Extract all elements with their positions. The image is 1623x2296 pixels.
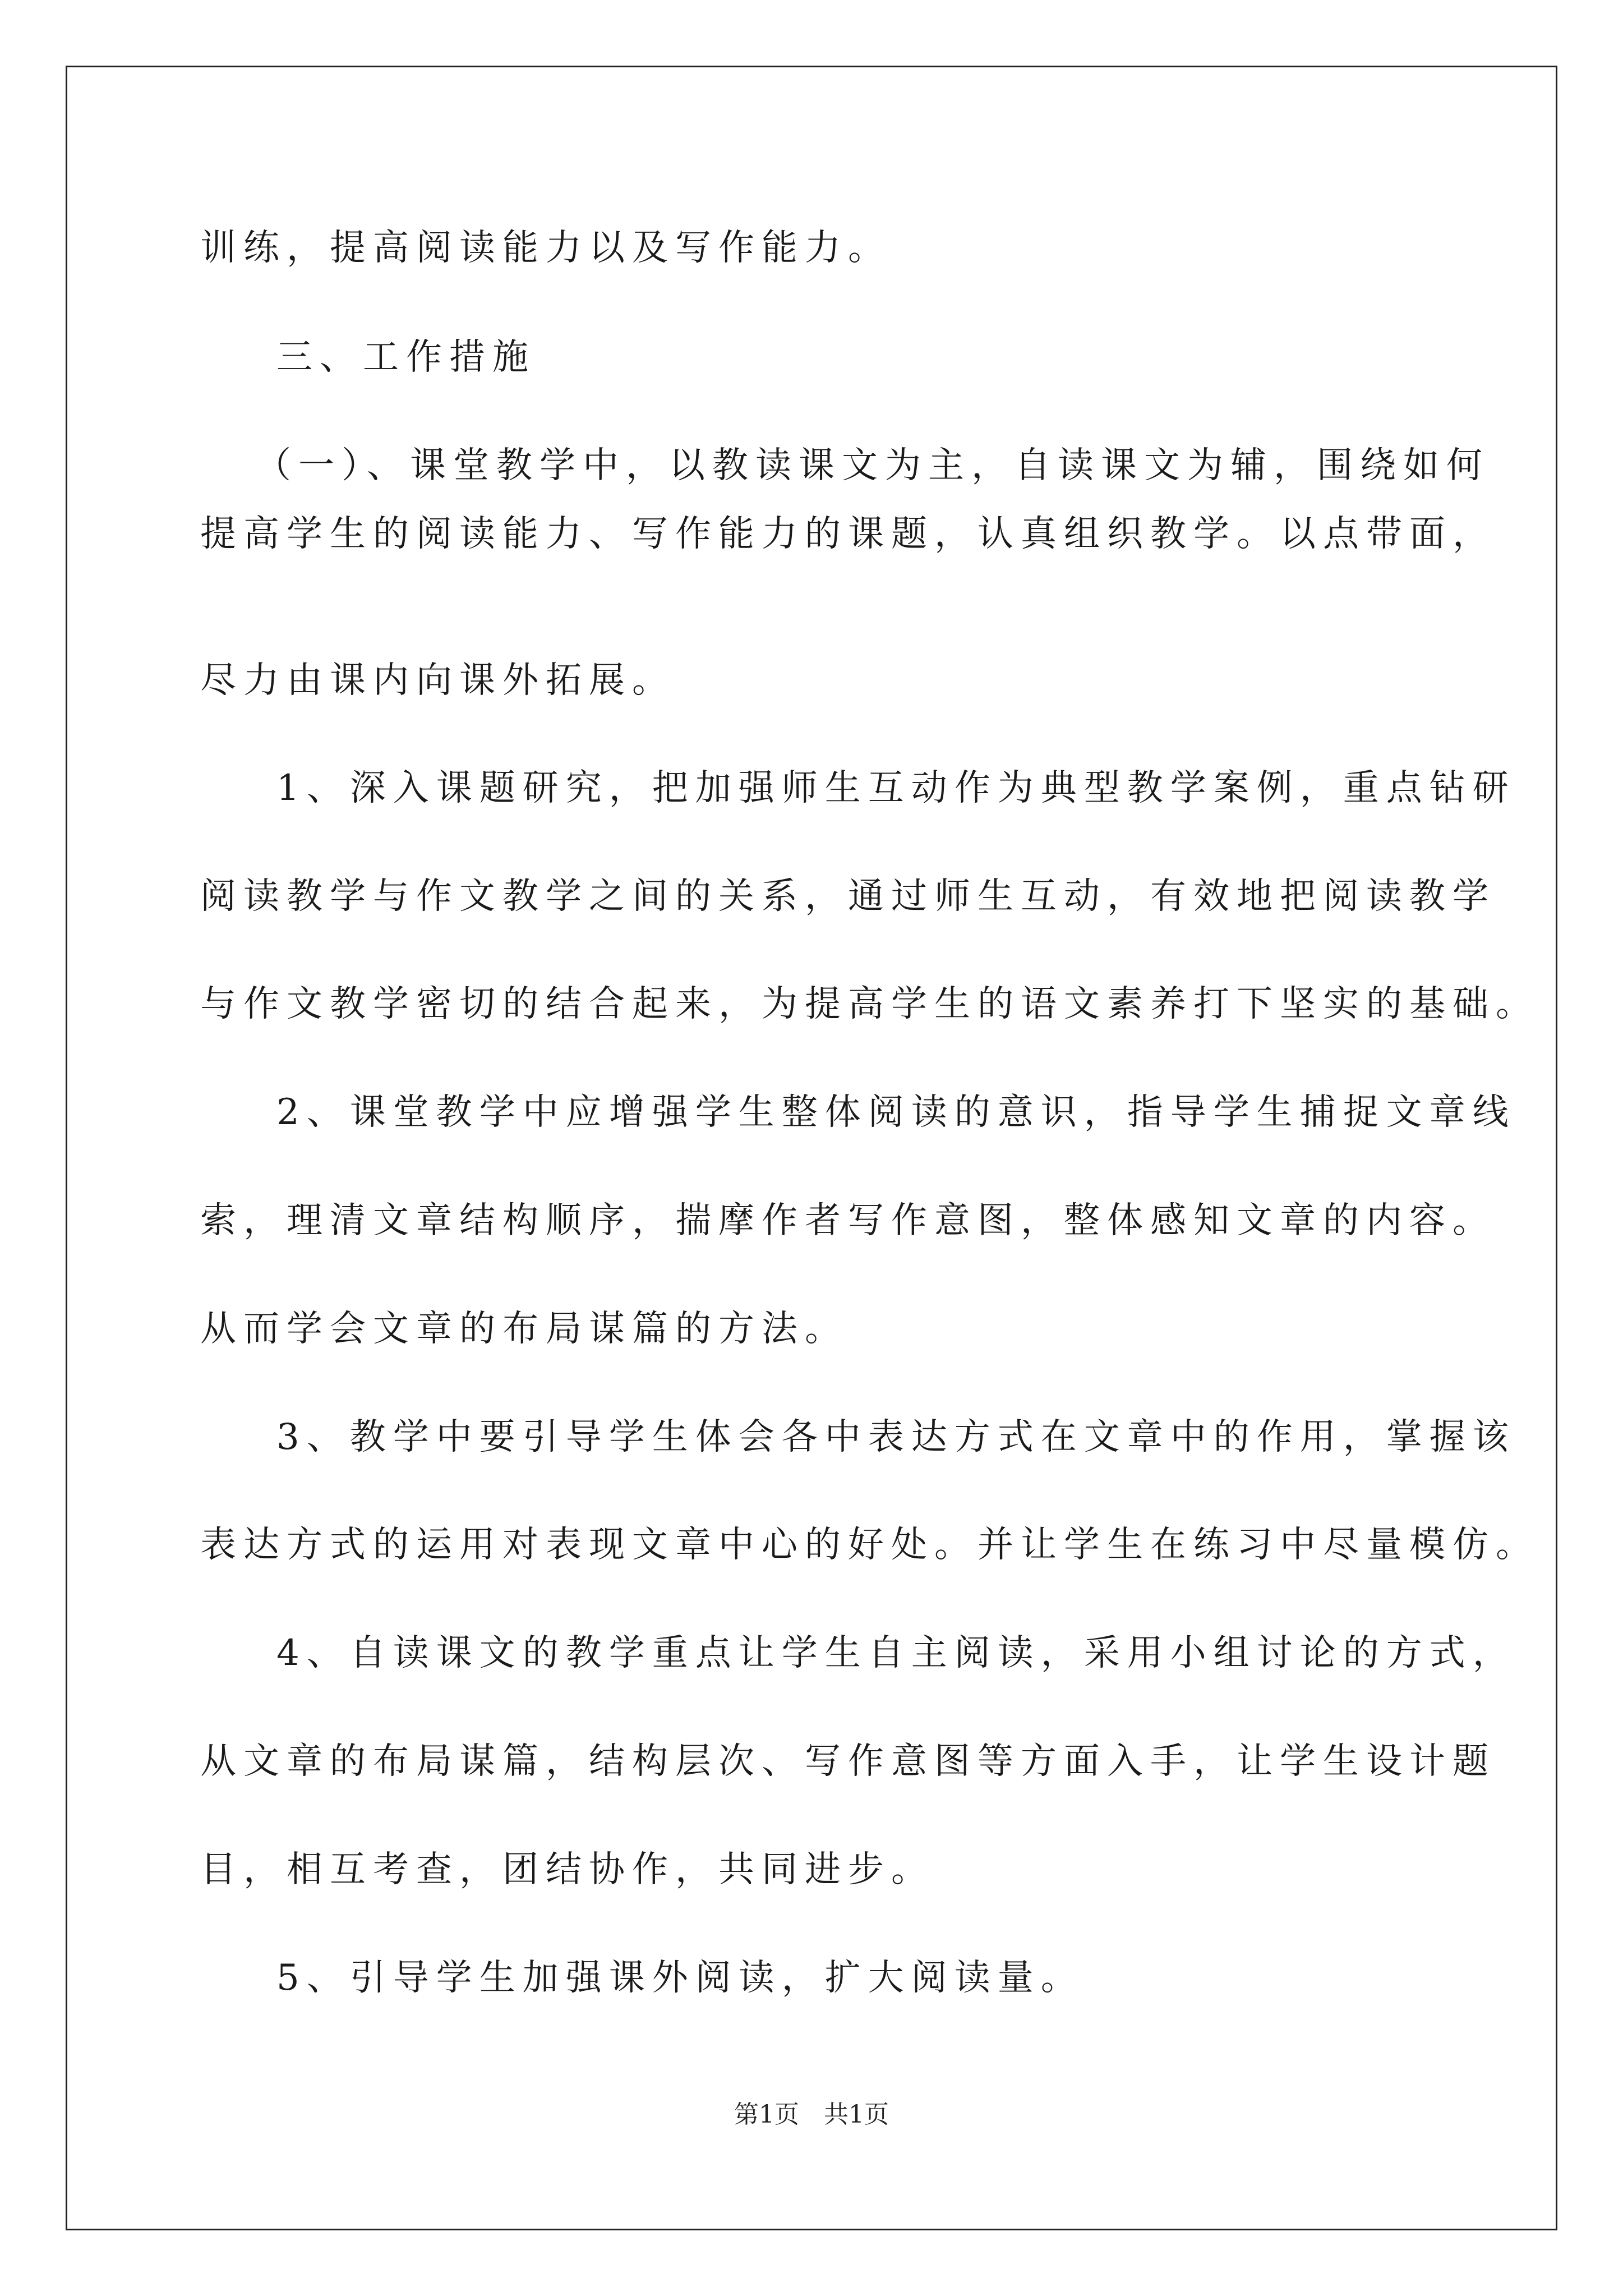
text-line: 从文章的布局谋篇，结构层次、写作意图等方面入手，让学生设计题: [200, 1741, 1496, 1782]
text-line: 目，相互考查，团结协作，共同进步。: [200, 1849, 934, 1890]
text-line: 表达方式的运用对表现文章中心的好处。并让学生在练习中尽量模仿。: [200, 1524, 1539, 1566]
text-line: 从而学会文章的布局谋篇的方法。: [200, 1308, 848, 1350]
text-line: 5、引导学生加强课外阅读，扩大阅读量。: [276, 1957, 1084, 1999]
text-line: 与作文教学密切的结合起来，为提高学生的语文素养打下坚实的基础。: [200, 983, 1539, 1025]
text-line: 1、深入课题研究，把加强师生互动作为典型教学案例，重点钻研: [276, 767, 1516, 809]
text-line: 阅读教学与作文教学之间的关系，通过师生互动，有效地把阅读教学: [200, 876, 1496, 917]
section-heading: 三、工作措施: [276, 337, 536, 378]
text-line: 4、自读课文的教学重点让学生自主阅读，采用小组讨论的方式，: [276, 1632, 1516, 1674]
text-line: 2、课堂教学中应增强学生整体阅读的意识，指导学生捕捉文章线: [276, 1092, 1516, 1133]
text-line: 训练，提高阅读能力以及写作能力。: [200, 227, 891, 269]
text-line: （一）、课堂教学中，以教读课文为主，自读课文为辅，围绕如何: [255, 445, 1490, 486]
text-line: 3、教学中要引导学生体会各中表达方式在文章中的作用，掌握该: [276, 1416, 1516, 1458]
page-border: [66, 66, 1557, 2230]
text-line: 提高学生的阅读能力、写作能力的课题，认真组织教学。以点带面，: [200, 513, 1496, 555]
text-line: 索，理清文章结构顺序，揣摩作者写作意图，整体感知文章的内容。: [200, 1200, 1496, 1241]
page-footer: 第1页 共1页: [734, 2100, 889, 2129]
text-line: 尽力由课内向课外拓展。: [200, 660, 675, 701]
